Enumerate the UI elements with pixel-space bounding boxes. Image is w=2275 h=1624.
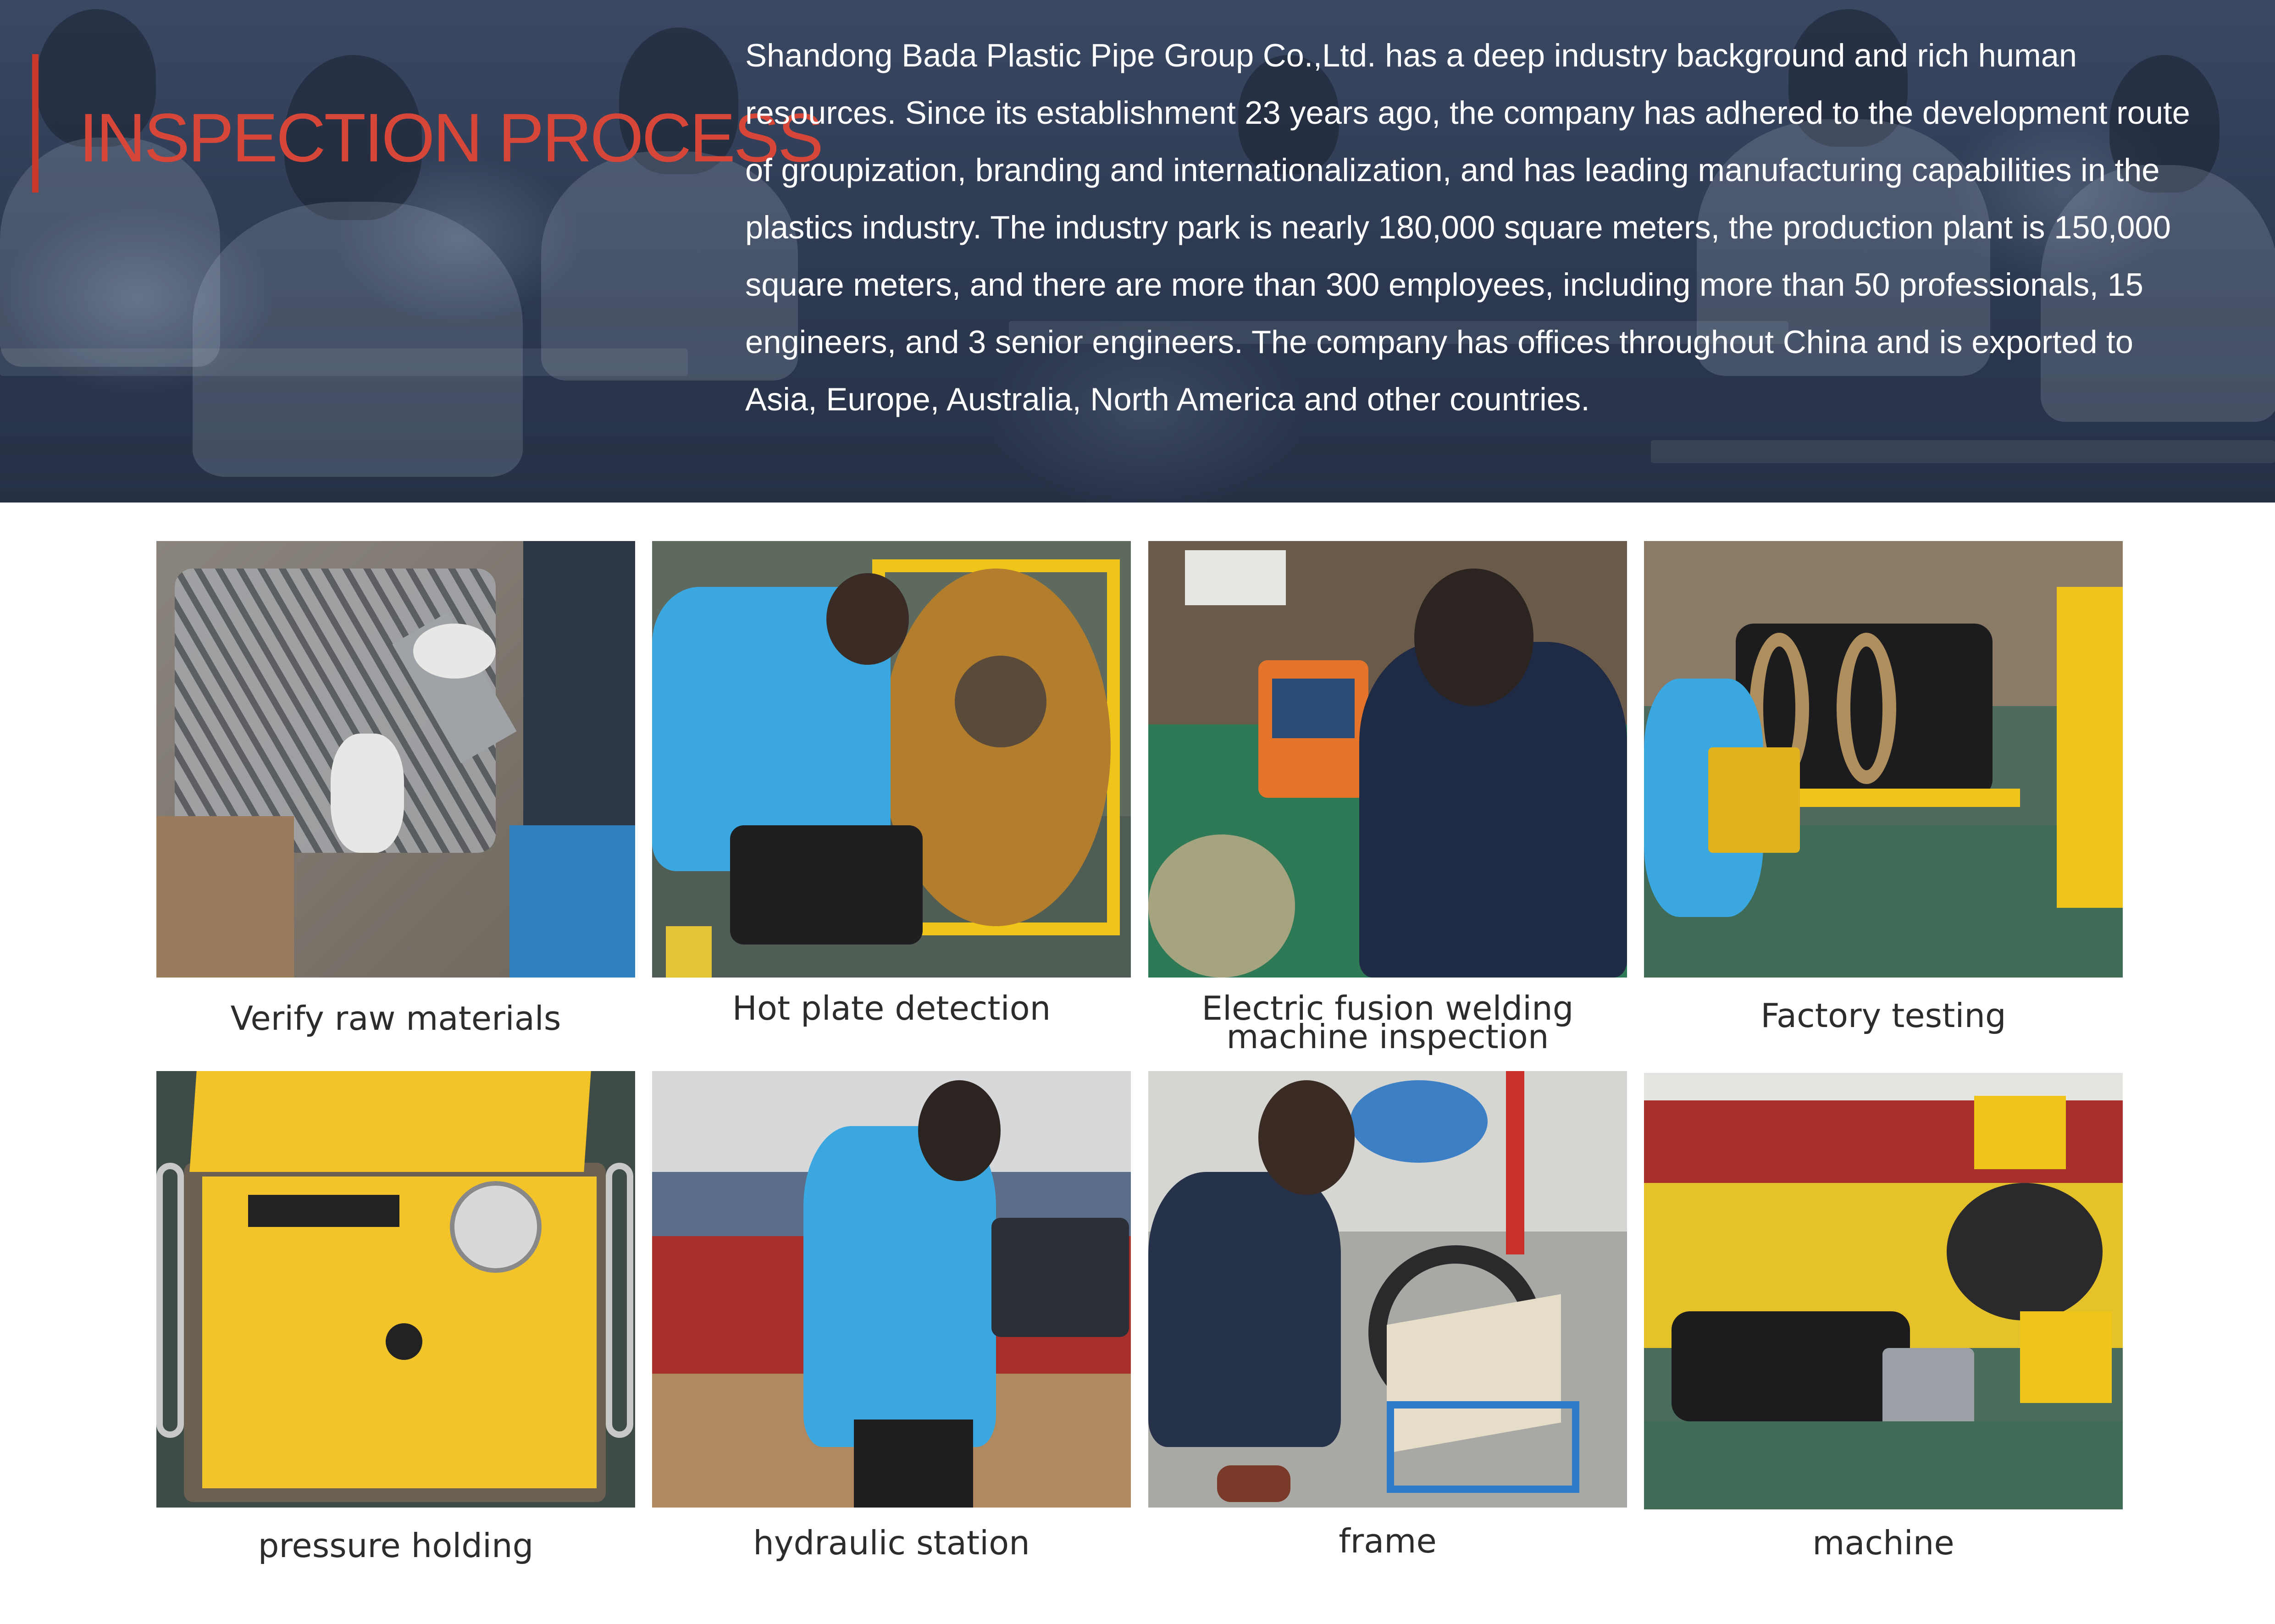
pressure-holding-photo <box>156 1071 635 1508</box>
step-caption: Electric fusion welding machine inspection <box>1201 989 1574 1056</box>
raw-materials-photo <box>156 541 635 978</box>
hydraulic-station-photo <box>652 1071 1131 1508</box>
frame-photo <box>1148 1071 1627 1508</box>
step-caption: hydraulic station <box>753 1524 1030 1562</box>
section-title: INSPECTION PROCESS <box>79 99 822 176</box>
electric-fusion-photo <box>1148 541 1627 978</box>
step-caption: Verify raw materials <box>230 999 561 1038</box>
hot-plate-photo <box>652 541 1131 978</box>
step-caption: Factory testing <box>1760 996 2006 1035</box>
step-caption: Hot plate detection <box>732 989 1051 1027</box>
company-intro: Shandong Bada Plastic Pipe Group Co.,Ltd. has a deep industry background and rich human resources. Since its establishment 23 years ago, the company has adhered to the development route of groupization, branding and internationalization, and has leading manufacturing capabilities in the plastics industry. The industry park is nearly 180,000 square meters, the production plant is 150,000 square meters, and there are more than 300 employees, including more than 50 professionals, 15 engineers, and 3 senior engineers. The company has offices throughout China and is exported to Asia, Europe, Australia, North America and other countries. <box>745 37 2190 417</box>
step-caption: frame <box>1339 1522 1437 1560</box>
step-caption: pressure holding <box>258 1526 534 1565</box>
header-banner <box>0 0 2275 503</box>
step-caption: machine <box>1812 1524 1954 1562</box>
machine-photo <box>1644 1073 2123 1509</box>
factory-testing-photo <box>1644 541 2123 978</box>
title-accent-bar <box>32 54 39 193</box>
